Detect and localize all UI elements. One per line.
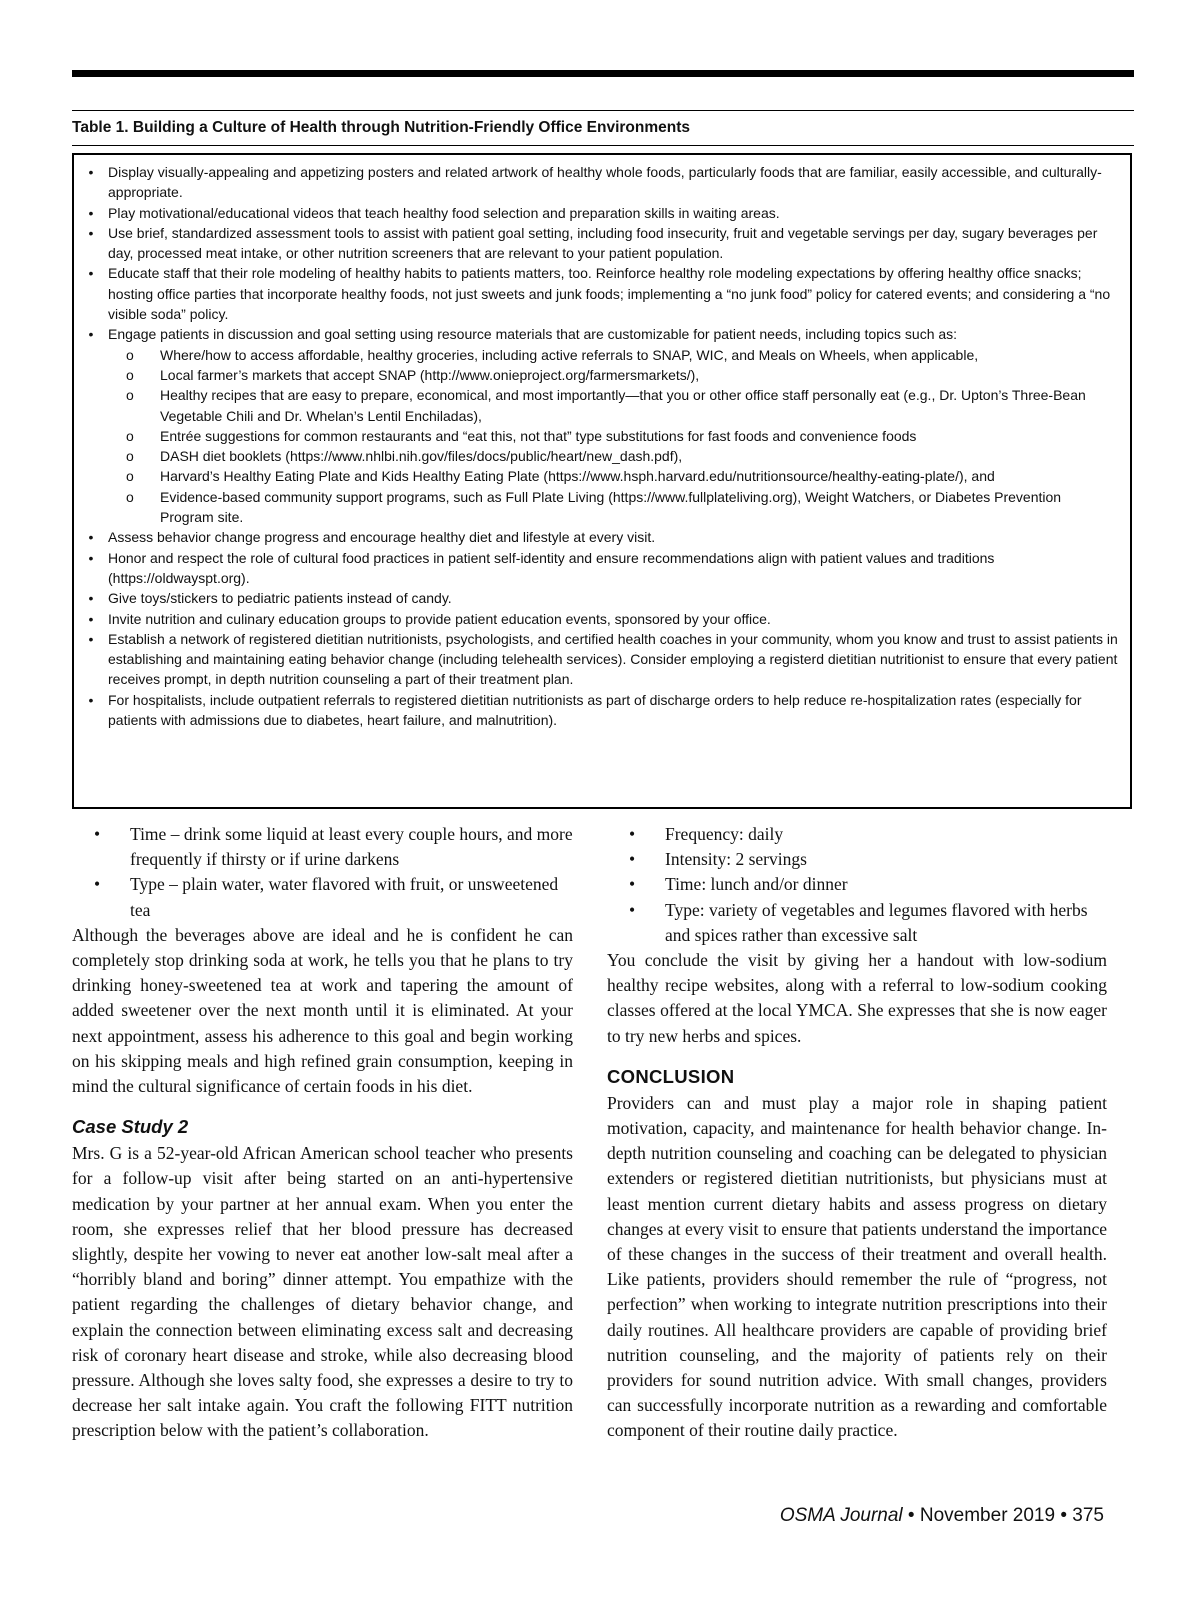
conclusion-heading: CONCLUSION (607, 1065, 735, 1087)
table-subitem: o DASH diet booklets (https://www.nhlbi.nih.gov/files/docs/public/heart/new_dash.pdf), (108, 446, 1118, 466)
sub-bullet-icon: o (126, 387, 134, 404)
bullet-icon: • (629, 874, 636, 895)
table-item: • Establish a network of registered dietitian nutritionists, psychologists, and certified health coaches in your community, whom you know and trust to assist patients in establishing and maintaining eating behavior change (including telehealth services). Consider employing a registerd dietitian nutritionist to ensure that every patient receives prompt, in depth nutrition counseling a part of their treatment plan. (84, 629, 1118, 690)
bullet-icon: • (88, 549, 94, 566)
bullet-icon: • (629, 899, 636, 920)
bullet-icon: • (88, 630, 94, 647)
table-subitem: o Entrée suggestions for common restaurants and “eat this, not that” type substitutions for fast foods and convenience foods (108, 426, 1118, 446)
table-subitem: o Where/how to access affordable, healthy groceries, including active referrals to SNAP, WIC, and Meals on Wheels, when applicable, (108, 345, 1118, 365)
list-item: • Time: lunch and/or dinner (607, 872, 1107, 897)
bullet-icon: • (88, 265, 94, 282)
sub-bullet-icon: o (126, 366, 134, 383)
table-top-rule (72, 110, 1134, 111)
table-item: • Give toys/stickers to pediatric patients instead of candy. (84, 588, 1118, 608)
list-item: • Intensity: 2 servings (607, 847, 1107, 872)
sub-bullet-icon: o (126, 346, 134, 363)
table-item: • Display visually-appealing and appetizing posters and related artwork of healthy whole foods, particularly foods that are familiar, easily accessible, and culturally-appropriate. (84, 162, 1118, 203)
beverage-prescription-list (72, 822, 573, 923)
bullet-icon: • (88, 164, 94, 180)
table-box (72, 153, 1132, 809)
sub-bullet-icon: o (126, 468, 134, 485)
body-paragraph: You conclude the visit by giving her a handout with low-sodium healthy recipe websites, along with a referral to low-sodium cooking classes offered at the local YMCA. She expresses that she is now eager to try new herbs and spices. (607, 950, 1107, 1046)
table-item: • Use brief, standardized assessment tools to assist with patient goal setting, including food insecurity, fruit and vegetable servings per day, sugary beverages per day, processed meat intake, or other nutrition screeners that are relevant to your patient population. (84, 223, 1118, 264)
bullet-icon: • (88, 610, 94, 627)
footer-separator: • (1055, 1505, 1073, 1526)
table-title-rule (72, 145, 1134, 146)
bullet-icon: • (88, 691, 94, 708)
table-item: • Honor and respect the role of cultural food practices in patient self-identity and ensure recommendations align with patient values and traditions (https://oldwayspt.org). (84, 548, 1118, 589)
bullet-icon: • (629, 824, 636, 844)
bullet-icon: • (629, 849, 636, 870)
issue-date: November 2019 (919, 1505, 1056, 1526)
table-item: • Assess behavior change progress and encourage healthy diet and lifestyle at every visit. (84, 527, 1118, 547)
sub-bullet-icon: o (126, 488, 134, 505)
body-paragraph: Mrs. G is a 52-year-old African American school teacher who presents for a follow-up visit after being started on an anti-hypertensive medication by your partner at her annual exam. When you enter the room, she expresses relief that her blood pressure has decreased slightly, despite her vowing to never eat another low-salt meal after a “horribly bland and boring” dinner attempt. You empathize with the patient regarding the challenges of dietary behavior change, and explain the connection between eliminating excess salt and decreasing risk of coronary heart disease and stroke, while also decreasing blood pressure. Although she loves salty food, she expresses a desire to try to decrease her salt intake again. You craft the following FITT nutrition prescription below with the patient’s collaboration. (72, 1143, 573, 1441)
sub-bullet-icon: o (126, 448, 134, 465)
bullet-icon: • (88, 224, 94, 241)
bullet-icon: • (88, 590, 94, 607)
left-column (72, 822, 573, 1444)
case-study-2-heading: Case Study 2 (72, 1116, 189, 1138)
page-footer (780, 1504, 1104, 1528)
list-item: • Time – drink some liquid at least every couple hours, and more frequently if thirsty or if urine darkens (94, 824, 573, 870)
right-column (607, 822, 1107, 1444)
table-bullet-list (84, 162, 1118, 730)
table-subitem: o Harvard’s Healthy Eating Plate and Kids Healthy Eating Plate (https://www.hsph.harvard.edu/nutritionsource/healthy-eating-plate/), and (108, 466, 1118, 486)
page-number: 375 (1072, 1505, 1104, 1526)
table-item: • Educate staff that their role modeling of healthy habits to patients matters, too. Reinforce healthy role modeling expectations by offering healthy office snacks; hosting office parties that incorporate healthy foods, not just sweets and junk foods; implementing a “no junk food” policy for catered events; and considering a “no visible soda” policy. (84, 263, 1118, 324)
footer-separator: • (902, 1505, 920, 1526)
header-thick-rule (72, 70, 1134, 77)
bullet-icon: • (94, 824, 101, 844)
table-subitem: o Local farmer’s markets that accept SNAP (http://www.onieproject.org/farmersmarkets/), (108, 365, 1118, 385)
table-item: • Play motivational/educational videos that teach healthy food selection and preparation skills in waiting areas. (84, 203, 1118, 223)
table-sub-list (108, 345, 1118, 528)
body-paragraph: Although the beverages above are ideal and he is confident he can completely stop drinking soda at work, he tells you that he plans to try drinking honey-sweetened tea at work and tapering the amount of added sweetener over the next month until it is eliminated. At your next appointment, assess his adherence to this goal and begin working on his skipping meals and high refined grain consumption, keeping in mind the cultural significance of certain foods in his diet. (72, 924, 573, 1097)
table-subitem: o Evidence-based community support programs, such as Full Plate Living (https://www.fullplateliving.org), Weight Watchers, or Diabetes Prevention Program site. (126, 488, 1062, 526)
list-item: • Frequency: daily (607, 822, 1107, 847)
table-subitem: o Healthy recipes that are easy to prepare, economical, and most importantly—that you or other office staff personally eat (e.g., Dr. Upton’s Three-Bean Vegetable Chili and Dr. Whelan’s Lentil Enchiladas), (126, 387, 1086, 424)
bullet-icon: • (88, 529, 94, 546)
table-item: • Invite nutrition and culinary education groups to provide patient education events, sponsored by your office. (84, 609, 1118, 629)
list-item: • Type: variety of vegetables and legumes flavored with herbs and spices rather than excessive salt (629, 899, 1088, 945)
bullet-icon: • (88, 204, 94, 221)
body-paragraph: Providers can and must play a major role in shaping patient motivation, capacity, and maintenance for health behavior change. In-depth nutrition counseling and coaching can be delegated to physician extenders or registered dietitian nutritionists, but physicians must at least mention current dietary habits and assess progress on dietary changes at every visit to ensure that patients understand the importance of these changes in the success of their treatment and overall health. Like patients, providers should remember the rule of “progress, not perfection” when working to integrate nutrition prescriptions into their daily routines. All healthcare providers are capable of providing brief nutrition counseling, and the majority of patients rely on their providers for sound nutrition advice. With small changes, providers can successfully incorporate nutrition as a rewarding and comfortable component of their routine daily practice. (607, 1092, 1107, 1441)
table-item: • Engage patients in discussion and goal setting using resource materials that are customizable for patient needs, including topics such as: o Where/how to access affordable, healthy groceries, including active referrals to SNAP, WIC, and Meals on Wheels, when applicable, o Local farmer’s markets that accept SNAP (http://www.onieproject.org/farmersmarkets/), o Healthy recipes that are easy to prepare, economical, and most importantly—that you or other office staff personally eat (e.g., Dr. Upton’s Three-Bean Vegetable Chili and Dr. Whelan’s Lentil Enchiladas), o Entrée suggestions for common restaurants and “eat this, not that” type substitutions for fast foods and convenience foods o DASH diet booklets (https://www.nhlbi.nih.gov/files/docs/public/heart/new_dash.pdf), o Harvard’s Healthy Eating Plate and Kids Healthy Eating Plate (https://www.hsph.harvard.edu/nutritionsource/healthy-eating-plate/), and o Evidence-based community support programs, such as Full Plate Living (https://www.fullplateliving.org), Weight Watchers, or Diabetes Prevention Program site. (84, 324, 1118, 527)
sub-bullet-icon: o (126, 427, 134, 444)
bullet-icon: • (94, 874, 101, 895)
table-title: Table 1. Building a Culture of Health through Nutrition-Friendly Office Environments (72, 119, 691, 136)
journal-name: OSMA Journal (779, 1505, 903, 1526)
list-item: • Type – plain water, water flavored with fruit, or unsweetened tea (94, 874, 559, 920)
fitt-prescription-list (607, 822, 1107, 948)
bullet-icon: • (88, 326, 94, 343)
table-item: • For hospitalists, include outpatient referrals to registered dietitian nutritionists as part of discharge orders to help reduce re-hospitalization rates (especially for patients with admissions due to diabetes, heart failure, and malnutrition). (84, 690, 1118, 731)
